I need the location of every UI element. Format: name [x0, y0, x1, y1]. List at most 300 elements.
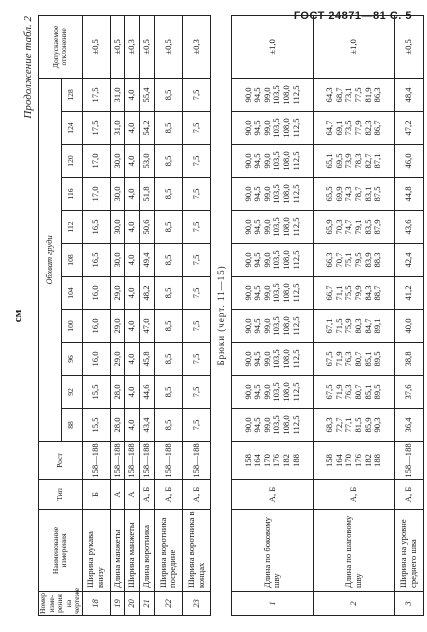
value-cell: 108,0: [281, 283, 292, 303]
girth-group-header: Обхват груди: [39, 78, 62, 441]
value-cell: 76,3: [343, 351, 354, 367]
value-cell: 29,0: [110, 343, 125, 376]
row-name: Ширина воротника посредине: [154, 510, 182, 592]
value-cell: 16,0: [82, 310, 110, 343]
col-height-header: Рост: [39, 442, 83, 480]
row-number: 19: [110, 592, 125, 616]
value-cell: 28,0: [110, 409, 125, 442]
value-cell: 4,0: [125, 145, 140, 178]
row-number: 21: [140, 592, 155, 616]
value-cell: 71,5: [333, 318, 344, 334]
value-cell: 8,5: [154, 343, 182, 376]
value-cell: 8,5: [154, 145, 182, 178]
value-cell: 89,5: [372, 384, 383, 400]
row-heights: [232, 442, 314, 480]
row-number: 18: [82, 592, 110, 616]
row-number: 2: [313, 592, 395, 616]
value-cell-stack: [313, 310, 395, 343]
value-cell: 64,7: [324, 120, 335, 136]
value-cell: 38,8: [395, 343, 423, 376]
value-cell-stack: [232, 277, 314, 310]
value-cell: 94,5: [252, 318, 263, 334]
value-cell: 81,5: [353, 417, 364, 433]
value-cell: 88,7: [372, 285, 383, 301]
value-cell: 85,1: [362, 351, 373, 367]
value-cell: 83,5: [362, 219, 373, 235]
row-name: Ширина рукава внизу: [82, 510, 110, 592]
value-cell: 99,0: [261, 120, 272, 136]
value-cell: 36,4: [395, 409, 423, 442]
girth-header-100: 100: [61, 310, 82, 343]
value-cell: 94,5: [252, 120, 263, 136]
tolerance-cell: ±0,5: [395, 15, 423, 78]
height-value: 176: [271, 454, 282, 467]
value-cell: 54,2: [140, 112, 155, 145]
value-cell: 99,0: [261, 417, 272, 433]
value-cell: 112,5: [290, 382, 301, 402]
table-body: [82, 15, 423, 615]
row-height: 158—188: [395, 442, 423, 480]
value-cell: 55,4: [140, 78, 155, 111]
row-heights: [313, 442, 395, 480]
girth-header-124: 124: [61, 112, 82, 145]
value-cell: 17,0: [82, 145, 110, 178]
value-cell: 87,5: [372, 186, 383, 202]
value-cell: 66,7: [324, 285, 335, 301]
value-cell: 94,5: [252, 252, 263, 268]
value-cell: 112,5: [290, 415, 301, 435]
value-cell: 99,0: [261, 285, 272, 301]
value-cell: 16,5: [82, 211, 110, 244]
value-cell: 82,3: [362, 120, 373, 136]
table-row: [183, 15, 211, 615]
value-cell: 108,0: [281, 415, 292, 435]
value-cell-stack: [313, 376, 395, 409]
value-cell: 90,0: [242, 417, 253, 433]
value-cell: 86,3: [372, 87, 383, 103]
table-row: [125, 15, 140, 615]
height-value: 164: [252, 454, 263, 467]
value-cell: 103,5: [271, 316, 282, 336]
value-cell: 108,0: [281, 217, 292, 237]
value-cell: 48,4: [395, 78, 423, 111]
value-cell-stack: [232, 244, 314, 277]
value-cell: 99,0: [261, 87, 272, 103]
value-cell: 84,3: [362, 285, 373, 301]
row-number: 22: [154, 592, 182, 616]
value-cell: 81,9: [362, 87, 373, 103]
value-cell: 112,5: [290, 118, 301, 138]
table-row: [82, 15, 110, 615]
header-row-1: [39, 15, 62, 615]
value-cell-stack: [232, 310, 314, 343]
value-cell: 112,5: [290, 316, 301, 336]
value-cell: 84,7: [362, 318, 373, 334]
value-cell: 4,0: [125, 178, 140, 211]
section-title: Брюки (черт. 11—15): [211, 15, 232, 615]
value-cell: 44,6: [140, 376, 155, 409]
row-height: 158—188: [183, 442, 211, 480]
value-cell: 43,4: [140, 409, 155, 442]
value-cell: 103,5: [271, 85, 282, 105]
tolerance-cell: ±0,5: [154, 15, 182, 78]
value-cell: 65,9: [324, 219, 335, 235]
value-cell: 40,0: [395, 310, 423, 343]
height-value: 182: [362, 454, 373, 467]
value-cell: 103,5: [271, 283, 282, 303]
value-cell-stack: [313, 78, 395, 111]
value-cell-stack: [232, 211, 314, 244]
value-cell: 78,3: [353, 153, 364, 169]
row-number: 23: [183, 592, 211, 616]
value-cell: 112,5: [290, 349, 301, 369]
value-cell: 103,5: [271, 382, 282, 402]
value-cell: 80,7: [353, 384, 364, 400]
height-value: 182: [281, 454, 292, 467]
value-cell: 85,9: [362, 417, 373, 433]
value-cell: 69,5: [333, 153, 344, 169]
value-cell: 82,7: [362, 153, 373, 169]
value-cell: 80,7: [353, 351, 364, 367]
row-number: 1: [232, 592, 314, 616]
value-cell: 30,0: [110, 244, 125, 277]
value-cell: 77,9: [353, 120, 364, 136]
value-cell-stack: [232, 112, 314, 145]
value-cell: 7,5: [183, 310, 211, 343]
value-cell-stack: [313, 145, 395, 178]
value-cell: 4,0: [125, 211, 140, 244]
value-cell: 112,5: [290, 184, 301, 204]
value-cell: 8,5: [154, 277, 182, 310]
value-cell: 46,0: [395, 145, 423, 178]
row-type: А, Б: [154, 480, 182, 510]
value-cell: 79,1: [353, 219, 364, 235]
value-cell: 87,9: [372, 219, 383, 235]
row-number: 20: [125, 592, 140, 616]
value-cell: 77,5: [353, 87, 364, 103]
value-cell: 94,5: [252, 219, 263, 235]
continuation-label: Продолжение табл. 2: [22, 16, 34, 119]
value-cell: 7,5: [183, 112, 211, 145]
value-cell: 8,5: [154, 178, 182, 211]
value-cell: 7,5: [183, 376, 211, 409]
value-cell: 90,0: [242, 285, 253, 301]
value-cell: 17,5: [82, 78, 110, 111]
girth-header-112: 112: [61, 211, 82, 244]
value-cell: 112,5: [290, 151, 301, 171]
value-cell: 70,7: [333, 252, 344, 268]
value-cell: 4,0: [125, 78, 140, 111]
value-cell: 76,3: [343, 384, 354, 400]
value-cell: 69,1: [333, 120, 344, 136]
value-cell: 48,2: [140, 277, 155, 310]
table-row: [154, 15, 182, 615]
value-cell: 99,0: [261, 153, 272, 169]
value-cell: 90,0: [242, 219, 253, 235]
value-cell: 30,0: [110, 211, 125, 244]
value-cell: 90,0: [242, 351, 253, 367]
girth-header-96: 96: [61, 343, 82, 376]
value-cell: 67,5: [324, 384, 335, 400]
value-cell: 74,7: [343, 219, 354, 235]
value-cell: 88,3: [372, 252, 383, 268]
value-cell: 90,3: [372, 417, 383, 433]
value-cell: 8,5: [154, 211, 182, 244]
row-name: Длина по шаговому шву: [313, 510, 395, 592]
unit-mark: см: [12, 309, 24, 323]
tolerance-cell: ±0,5: [110, 15, 125, 78]
value-cell: 8,5: [154, 244, 182, 277]
height-value: 164: [333, 454, 344, 467]
value-cell: 4,0: [125, 343, 140, 376]
value-cell: 7,5: [183, 409, 211, 442]
row-name: Длина воротника: [140, 510, 155, 592]
value-cell: 90,0: [242, 120, 253, 136]
row-type: А, Б: [313, 480, 395, 510]
value-cell: 71,9: [333, 351, 344, 367]
value-cell-stack: [232, 78, 314, 111]
height-value: 158: [242, 454, 253, 467]
value-cell: 16,5: [82, 244, 110, 277]
value-cell: 99,0: [261, 252, 272, 268]
value-cell: 103,5: [271, 118, 282, 138]
value-cell: 4,0: [125, 409, 140, 442]
value-cell: 94,5: [252, 417, 263, 433]
value-cell: 65,5: [324, 186, 335, 202]
value-cell: 90,0: [242, 252, 253, 268]
value-cell: 83,1: [362, 186, 373, 202]
tolerance-cell: ±1,0: [313, 15, 395, 78]
value-cell: 8,5: [154, 409, 182, 442]
row-type: А, Б: [140, 480, 155, 510]
value-cell: 103,5: [271, 250, 282, 270]
value-cell: 80,3: [353, 318, 364, 334]
value-cell: 90,0: [242, 318, 253, 334]
value-cell: 108,0: [281, 316, 292, 336]
table-row: [313, 15, 395, 615]
value-cell: 71,1: [333, 285, 344, 301]
value-cell: 43,6: [395, 211, 423, 244]
value-cell: 17,5: [82, 112, 110, 145]
value-cell: 108,0: [281, 349, 292, 369]
value-cell: 108,0: [281, 151, 292, 171]
value-cell: 112,5: [290, 283, 301, 303]
value-cell: 7,5: [183, 277, 211, 310]
value-cell: 67,5: [324, 351, 335, 367]
value-cell: 89,5: [372, 351, 383, 367]
table-row: [140, 15, 155, 615]
value-cell-stack: [313, 178, 395, 211]
section-row: [211, 15, 232, 615]
value-cell: 73,5: [343, 120, 354, 136]
value-cell: 94,5: [252, 153, 263, 169]
row-height: 158—188: [82, 442, 110, 480]
value-cell: 108,0: [281, 382, 292, 402]
row-type: А, Б: [232, 480, 314, 510]
tolerance-cell: ±0,5: [82, 15, 110, 78]
value-cell: 99,0: [261, 186, 272, 202]
value-cell: 7,5: [183, 178, 211, 211]
value-cell: 15,5: [82, 409, 110, 442]
value-cell: 99,0: [261, 219, 272, 235]
value-cell: 69,9: [333, 186, 344, 202]
value-cell: 99,0: [261, 318, 272, 334]
value-cell: 78,7: [353, 186, 364, 202]
height-value: 188: [372, 454, 383, 467]
value-cell: 41,2: [395, 277, 423, 310]
value-cell: 103,5: [271, 184, 282, 204]
value-cell: 17,0: [82, 178, 110, 211]
row-height: 158—188: [125, 442, 140, 480]
value-cell: 75,9: [343, 318, 354, 334]
value-cell: 44,8: [395, 178, 423, 211]
value-cell-stack: [232, 376, 314, 409]
col-name-header: Наименование измерения: [39, 510, 83, 592]
value-cell: 65,1: [324, 153, 335, 169]
value-cell: 108,0: [281, 184, 292, 204]
value-cell: 87,1: [372, 153, 383, 169]
value-cell: 99,0: [261, 351, 272, 367]
value-cell: 7,5: [183, 145, 211, 178]
value-cell: 75,1: [343, 252, 354, 268]
value-cell: 70,3: [333, 219, 344, 235]
row-type: А: [110, 480, 125, 510]
value-cell: 29,0: [110, 277, 125, 310]
value-cell: 30,0: [110, 178, 125, 211]
col-tolerance-header: Допускаемое отклонение: [39, 15, 83, 78]
value-cell: 85,1: [362, 384, 373, 400]
value-cell: 75,5: [343, 285, 354, 301]
height-value: 170: [261, 454, 272, 467]
row-type: А, Б: [183, 480, 211, 510]
row-type: А: [125, 480, 140, 510]
value-cell: 89,1: [372, 318, 383, 334]
value-cell: 94,5: [252, 351, 263, 367]
value-cell: 4,0: [125, 376, 140, 409]
value-cell: 72,7: [333, 417, 344, 433]
row-type: Б: [82, 480, 110, 510]
row-name: Длина по боковому шву: [232, 510, 314, 592]
value-cell: 90,0: [242, 153, 253, 169]
row-number: 3: [395, 592, 423, 616]
value-cell: 7,5: [183, 343, 211, 376]
value-cell: 66,3: [324, 252, 335, 268]
value-cell: 31,0: [110, 112, 125, 145]
value-cell: 103,5: [271, 349, 282, 369]
girth-header-116: 116: [61, 178, 82, 211]
value-cell: 8,5: [154, 376, 182, 409]
table-row: [110, 15, 125, 615]
value-cell-stack: [232, 343, 314, 376]
value-cell-stack: [232, 145, 314, 178]
value-cell: 77,1: [343, 417, 354, 433]
value-cell: 28,0: [110, 376, 125, 409]
tolerance-cell: ±0,3: [125, 15, 140, 78]
value-cell: 112,5: [290, 250, 301, 270]
value-cell: 4,0: [125, 112, 140, 145]
value-cell: 90,0: [242, 186, 253, 202]
row-height: 158—188: [154, 442, 182, 480]
girth-header-88: 88: [61, 409, 82, 442]
value-cell-stack: [313, 277, 395, 310]
col-type-header: Тип: [39, 480, 83, 510]
value-cell: 94,5: [252, 87, 263, 103]
value-cell: 37,6: [395, 376, 423, 409]
value-cell: 7,5: [183, 244, 211, 277]
value-cell: 16,0: [82, 343, 110, 376]
value-cell: 94,5: [252, 285, 263, 301]
value-cell: 83,9: [362, 252, 373, 268]
value-cell: 103,5: [271, 217, 282, 237]
value-cell: 64,3: [324, 87, 335, 103]
value-cell: 73,1: [343, 87, 354, 103]
value-cell: 86,7: [372, 120, 383, 136]
value-cell: 108,0: [281, 85, 292, 105]
value-cell: 8,5: [154, 78, 182, 111]
value-cell: 79,9: [353, 285, 364, 301]
row-type: А, Б: [395, 480, 423, 510]
value-cell: 71,9: [333, 384, 344, 400]
value-cell: 8,5: [154, 310, 182, 343]
value-cell: 67,1: [324, 318, 335, 334]
height-value: 158: [324, 454, 335, 467]
girth-header-120: 120: [61, 145, 82, 178]
value-cell: 45,8: [140, 343, 155, 376]
value-cell: 29,0: [110, 310, 125, 343]
value-cell: 79,5: [353, 252, 364, 268]
value-cell-stack: [313, 211, 395, 244]
table-row: [232, 15, 314, 615]
height-value: 170: [343, 454, 354, 467]
table-row: [395, 15, 423, 615]
value-cell: 8,5: [154, 112, 182, 145]
value-cell: 7,5: [183, 211, 211, 244]
value-cell-stack: [232, 178, 314, 211]
value-cell: 15,5: [82, 376, 110, 409]
value-cell: 7,5: [183, 78, 211, 111]
value-cell-stack: [313, 244, 395, 277]
value-cell: 108,0: [281, 250, 292, 270]
row-height: 158—188: [140, 442, 155, 480]
girth-header-92: 92: [61, 376, 82, 409]
value-cell: 42,4: [395, 244, 423, 277]
value-cell-stack: [313, 112, 395, 145]
value-cell: 53,0: [140, 145, 155, 178]
value-cell: 112,5: [290, 85, 301, 105]
row-name: Ширина на уровне среднего шва: [395, 510, 423, 592]
value-cell: 51,8: [140, 178, 155, 211]
tolerance-cell: ±0,5: [140, 15, 155, 78]
girth-header-104: 104: [61, 277, 82, 310]
value-cell: 16,0: [82, 277, 110, 310]
value-cell: 30,0: [110, 145, 125, 178]
value-cell: 68,7: [333, 87, 344, 103]
value-cell: 31,0: [110, 78, 125, 111]
measurement-table: [38, 15, 424, 616]
value-cell: 4,0: [125, 277, 140, 310]
col-num-header: Номер изме-рения на чертеже: [38, 587, 81, 614]
value-cell: 4,0: [125, 310, 140, 343]
value-cell: 47,0: [140, 310, 155, 343]
value-cell-stack: [232, 409, 314, 442]
row-height: 158—188: [110, 442, 125, 480]
value-cell: 47,2: [395, 112, 423, 145]
row-name: Ширина воротника в концах: [183, 510, 211, 592]
value-cell: 73,9: [343, 153, 354, 169]
tolerance-cell: ±1,0: [232, 15, 314, 78]
value-cell: 68,3: [324, 417, 335, 433]
value-cell: 74,3: [343, 186, 354, 202]
